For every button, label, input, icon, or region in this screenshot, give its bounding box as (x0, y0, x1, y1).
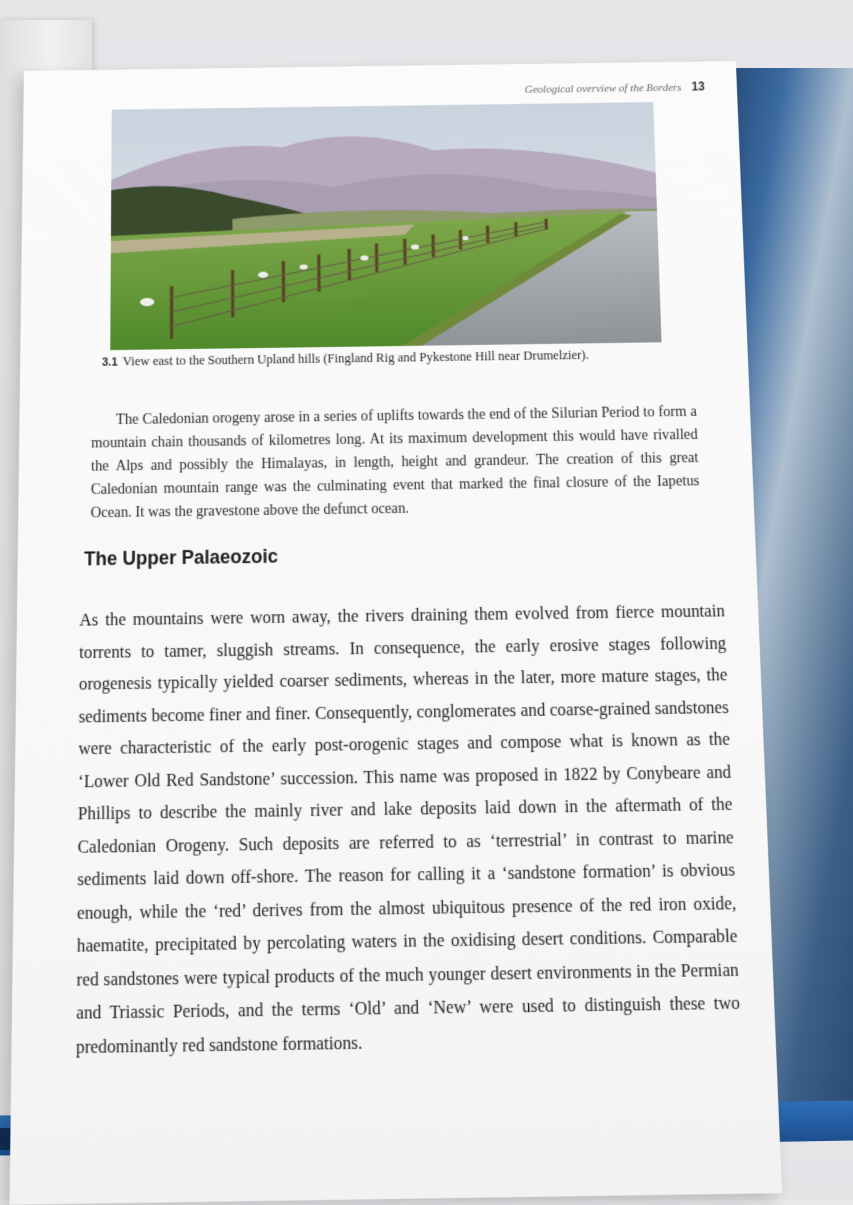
book-page (10, 61, 782, 1205)
section-paragraph: As the mountains were worn away, the rivers draining them evolved from fierce mountain torrents to tamer, sluggish streams. In consequence, the early erosive stages following orogenesis typically yielded coarser sediments, whereas in the later, more mature stages, the sediments become finer and finer. Consequently, conglomerates and coarse-grained sandstones were characteristic of the early post-orogenic stages and compose what is known as the ‘Lower Old Red Sandstone’ succession. This name was proposed in 1822 by Conybeare and Phillips to describe the mainly river and lake deposits laid down in the aftermath of the Caledonian Orogeny. Such deposits are referred to as ‘terrestrial’ in contrast to marine sediments laid down off-shore. The reason for calling it a ‘sandstone formation’ is obvious enough, while the ‘red’ derives from the almost ubiquitous presence of the red iron oxide, haematite, precipitated by percolating waters in the oxidising desert conditions. Comparable red sandstones were typical products of the much younger desert environments in the Permian and Triassic Periods, and the terms ‘Old’ and ‘New’ were used to distinguish these two predominantly red sandstone formations. (76, 595, 742, 1064)
section-heading: The Upper Palaeozoic (84, 546, 278, 571)
intro-paragraph: The Caledonian orogeny arose in a series of uplifts towards the end of the Silurian Period to form a mountain chain thousands of kilometres long. At its maximum development this would have rivalled the Alps and possibly the Himalayas, in length, height and grandeur. The creation of this great Caledonian mountain range was the culminating event that marked the final closure of the Iapetus Ocean. It was the gravestone above the defunct ocean. (91, 400, 701, 525)
page-number: 13 (691, 79, 705, 93)
running-head-title: Geological overview of the Borders (524, 82, 681, 96)
figure-caption-text: View east to the Southern Upland hills (Fingland Rig and Pykestone Hill near Drumelzier). (123, 347, 589, 368)
figure-number: 3.1 (102, 356, 118, 369)
running-head (524, 79, 705, 95)
landscape-photo (110, 102, 661, 350)
figure-caption (102, 346, 715, 370)
